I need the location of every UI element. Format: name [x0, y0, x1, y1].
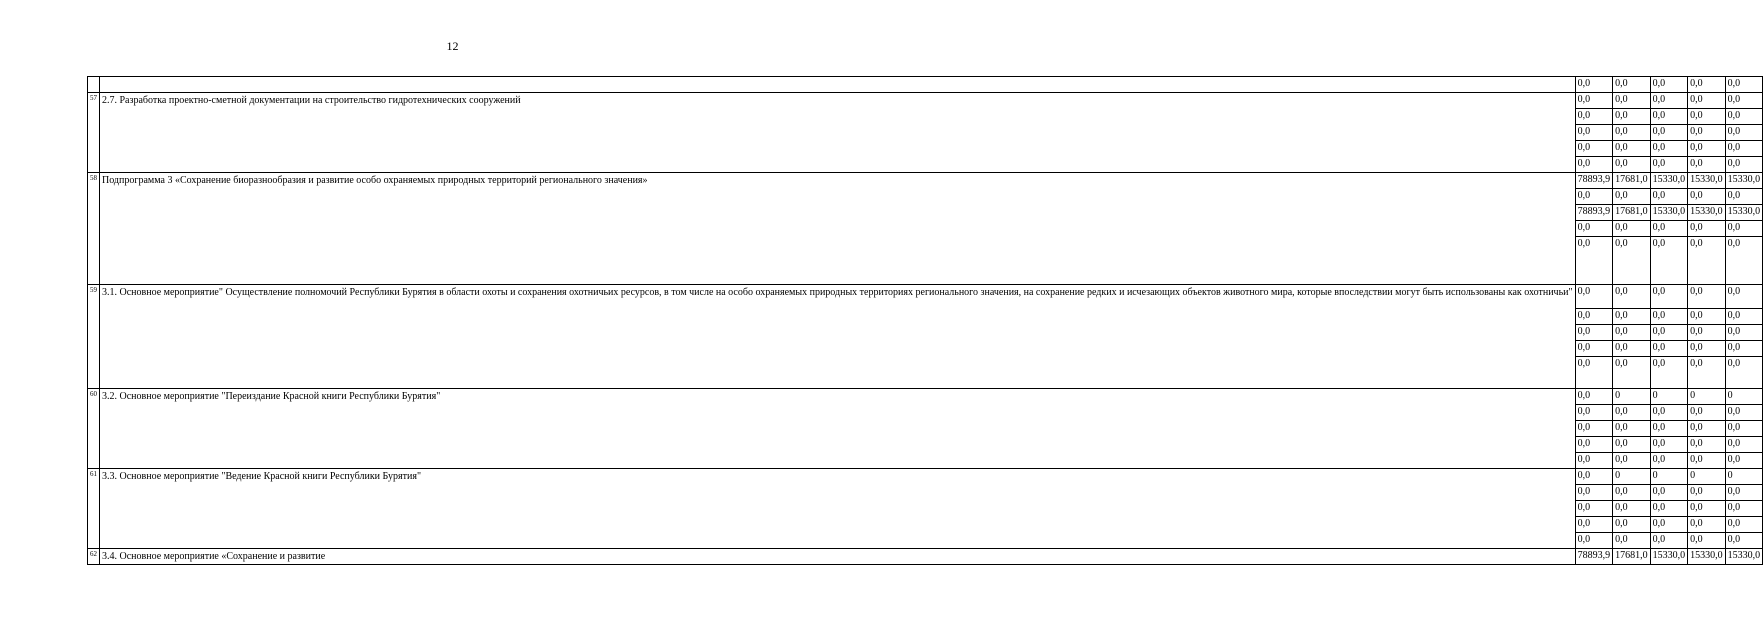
row-number: 59 — [88, 285, 100, 389]
value-cell: 78893,9 — [1575, 173, 1613, 189]
row-number: 57 — [88, 93, 100, 173]
value-cell: 0 — [1688, 469, 1726, 485]
activity-name: 3.3. Основное мероприятие "Ведение Красной книги Республики Бурятия" — [100, 469, 1576, 549]
value-cell: 0 — [1725, 389, 1763, 405]
budget-table — [87, 76, 1763, 565]
value-cell: 0,0 — [1725, 501, 1763, 517]
value-cell: 0,0 — [1725, 309, 1763, 325]
value-cell: 0,0 — [1650, 221, 1688, 237]
value-cell: 0,0 — [1650, 157, 1688, 173]
value-cell: 0,0 — [1613, 125, 1651, 141]
table-row — [88, 469, 1763, 485]
value-cell: 0,0 — [1688, 485, 1726, 501]
value-cell: 0,0 — [1650, 437, 1688, 453]
value-cell: 0,0 — [1575, 221, 1613, 237]
value-cell: 0,0 — [1725, 93, 1763, 109]
value-cell: 0,0 — [1613, 437, 1651, 453]
value-cell: 0,0 — [1688, 125, 1726, 141]
value-cell: 0,0 — [1688, 221, 1726, 237]
value-cell: 15330,0 — [1688, 205, 1726, 221]
value-cell: 0,0 — [1725, 485, 1763, 501]
value-cell: 0,0 — [1688, 501, 1726, 517]
value-cell: 15330,0 — [1688, 173, 1726, 189]
value-cell: 0 — [1613, 389, 1651, 405]
value-cell: 0,0 — [1725, 285, 1763, 309]
table-row — [88, 389, 1763, 405]
value-cell: 0,0 — [1688, 141, 1726, 157]
value-cell: 0,0 — [1575, 453, 1613, 469]
value-cell: 0,0 — [1725, 221, 1763, 237]
value-cell: 0,0 — [1613, 141, 1651, 157]
value-cell: 0 — [1725, 469, 1763, 485]
value-cell: 0,0 — [1650, 125, 1688, 141]
row-number — [88, 77, 100, 93]
value-cell: 0,0 — [1725, 437, 1763, 453]
value-cell: 0,0 — [1650, 141, 1688, 157]
row-number: 58 — [88, 173, 100, 285]
value-cell: 15330,0 — [1650, 549, 1688, 565]
value-cell: 0,0 — [1575, 341, 1613, 357]
value-cell: 0,0 — [1575, 325, 1613, 341]
value-cell: 0,0 — [1575, 501, 1613, 517]
value-cell: 0,0 — [1613, 533, 1651, 549]
table-row — [88, 549, 1763, 565]
value-cell: 78893,9 — [1575, 205, 1613, 221]
value-cell: 0,0 — [1613, 405, 1651, 421]
value-cell: 17681,0 — [1613, 173, 1651, 189]
value-cell: 0,0 — [1613, 189, 1651, 205]
value-cell: 0 — [1613, 469, 1651, 485]
value-cell: 0,0 — [1650, 405, 1688, 421]
value-cell: 0,0 — [1688, 189, 1726, 205]
value-cell: 0,0 — [1613, 93, 1651, 109]
value-cell: 0,0 — [1725, 357, 1763, 389]
value-cell: 0,0 — [1688, 309, 1726, 325]
value-cell: 0,0 — [1688, 517, 1726, 533]
page-number: 12 — [446, 39, 459, 53]
value-cell: 0,0 — [1650, 189, 1688, 205]
value-cell: 15330,0 — [1725, 173, 1763, 189]
value-cell: 15330,0 — [1650, 205, 1688, 221]
value-cell: 0,0 — [1613, 285, 1651, 309]
value-cell: 0,0 — [1613, 221, 1651, 237]
table-row — [88, 77, 1763, 93]
value-cell: 0,0 — [1725, 141, 1763, 157]
value-cell: 15330,0 — [1725, 205, 1763, 221]
value-cell: 0,0 — [1688, 453, 1726, 469]
value-cell: 0,0 — [1725, 237, 1763, 285]
value-cell: 0,0 — [1575, 77, 1613, 93]
value-cell: 78893,9 — [1575, 549, 1613, 565]
table-row — [88, 285, 1763, 309]
value-cell: 0,0 — [1650, 341, 1688, 357]
value-cell: 0,0 — [1575, 533, 1613, 549]
value-cell: 0,0 — [1575, 285, 1613, 309]
row-number: 61 — [88, 469, 100, 549]
table-row — [88, 173, 1763, 189]
value-cell: 0,0 — [1688, 405, 1726, 421]
value-cell: 0,0 — [1650, 77, 1688, 93]
value-cell: 0,0 — [1575, 357, 1613, 389]
value-cell: 0,0 — [1725, 189, 1763, 205]
value-cell: 0,0 — [1575, 141, 1613, 157]
value-cell: 0,0 — [1575, 405, 1613, 421]
value-cell: 0,0 — [1650, 357, 1688, 389]
value-cell: 0,0 — [1688, 421, 1726, 437]
value-cell: 0,0 — [1575, 389, 1613, 405]
value-cell: 0,0 — [1725, 77, 1763, 93]
value-cell: 0,0 — [1575, 485, 1613, 501]
value-cell: 0,0 — [1575, 189, 1613, 205]
value-cell: 0,0 — [1688, 325, 1726, 341]
value-cell: 0 — [1650, 469, 1688, 485]
value-cell: 0,0 — [1613, 485, 1651, 501]
value-cell: 0,0 — [1688, 533, 1726, 549]
value-cell: 0,0 — [1688, 285, 1726, 309]
value-cell: 15330,0 — [1725, 549, 1763, 565]
value-cell: 0,0 — [1650, 109, 1688, 125]
value-cell: 0,0 — [1575, 469, 1613, 485]
value-cell: 0,0 — [1613, 157, 1651, 173]
value-cell: 0,0 — [1650, 93, 1688, 109]
row-number: 60 — [88, 389, 100, 469]
value-cell: 0,0 — [1650, 325, 1688, 341]
value-cell: 0,0 — [1613, 341, 1651, 357]
value-cell: 0,0 — [1725, 125, 1763, 141]
value-cell: 0,0 — [1688, 93, 1726, 109]
value-cell: 0,0 — [1725, 341, 1763, 357]
value-cell: 15330,0 — [1650, 173, 1688, 189]
value-cell: 17681,0 — [1613, 205, 1651, 221]
value-cell: 0,0 — [1613, 77, 1651, 93]
value-cell: 0,0 — [1613, 517, 1651, 533]
value-cell: 0,0 — [1650, 309, 1688, 325]
activity-name: 2.7. Разработка проектно-сметной документации на строительство гидротехнических сооружений — [100, 93, 1576, 173]
value-cell: 0,0 — [1688, 77, 1726, 93]
value-cell: 0,0 — [1688, 237, 1726, 285]
value-cell: 0,0 — [1650, 421, 1688, 437]
value-cell: 0,0 — [1688, 341, 1726, 357]
value-cell: 15330,0 — [1688, 549, 1726, 565]
value-cell: 0,0 — [1725, 405, 1763, 421]
value-cell: 0,0 — [1575, 237, 1613, 285]
value-cell: 0,0 — [1613, 501, 1651, 517]
value-cell: 0,0 — [1575, 437, 1613, 453]
value-cell: 0,0 — [1725, 421, 1763, 437]
value-cell: 0,0 — [1650, 237, 1688, 285]
value-cell: 0,0 — [1613, 109, 1651, 125]
value-cell: 0,0 — [1725, 157, 1763, 173]
value-cell: 0,0 — [1575, 93, 1613, 109]
value-cell: 0 — [1650, 389, 1688, 405]
value-cell: 0,0 — [1613, 357, 1651, 389]
value-cell: 0,0 — [1688, 437, 1726, 453]
value-cell: 0,0 — [1650, 517, 1688, 533]
value-cell: 0,0 — [1650, 485, 1688, 501]
activity-name: 3.2. Основное мероприятие "Переиздание Красной книги Республики Бурятия" — [100, 389, 1576, 469]
value-cell: 0,0 — [1725, 325, 1763, 341]
value-cell: 0,0 — [1613, 453, 1651, 469]
value-cell: 0,0 — [1613, 309, 1651, 325]
value-cell: 0,0 — [1575, 421, 1613, 437]
value-cell: 0,0 — [1575, 125, 1613, 141]
value-cell: 0,0 — [1650, 285, 1688, 309]
value-cell: 0,0 — [1725, 517, 1763, 533]
activity-name: 3.1. Основное мероприятие" Осуществление полномочий Республики Бурятия в области охоты и сохранения охотничьих ресурсов, в том числе на особо охраняемых природных территориях регионального значения, на сохранение редких и исчезающих объектов животного мира, которые впоследствии могут быть использованы как охотничьи" — [100, 285, 1576, 389]
row-number: 62 — [88, 549, 100, 565]
value-cell: 0,0 — [1575, 109, 1613, 125]
value-cell: 0,0 — [1725, 109, 1763, 125]
value-cell: 0,0 — [1650, 501, 1688, 517]
value-cell: 17681,0 — [1613, 549, 1651, 565]
value-cell: 0,0 — [1650, 533, 1688, 549]
activity-name: Подпрограмма 3 «Сохранение биоразнообразия и развитие особо охраняемых природных территорий регионального значения» — [100, 173, 1576, 285]
value-cell: 0,0 — [1575, 157, 1613, 173]
value-cell: 0,0 — [1688, 157, 1726, 173]
activity-name: 3.4. Основное мероприятие «Сохранение и развитие — [100, 549, 1576, 565]
value-cell: 0,0 — [1613, 325, 1651, 341]
value-cell: 0 — [1688, 389, 1726, 405]
value-cell: 0,0 — [1725, 453, 1763, 469]
value-cell: 0,0 — [1613, 421, 1651, 437]
table-row — [88, 93, 1763, 109]
activity-name — [100, 77, 1576, 93]
value-cell: 0,0 — [1725, 533, 1763, 549]
value-cell: 0,0 — [1688, 109, 1726, 125]
value-cell: 0,0 — [1575, 517, 1613, 533]
value-cell: 0,0 — [1575, 309, 1613, 325]
value-cell: 0,0 — [1688, 357, 1726, 389]
value-cell: 0,0 — [1650, 453, 1688, 469]
value-cell: 0,0 — [1613, 237, 1651, 285]
